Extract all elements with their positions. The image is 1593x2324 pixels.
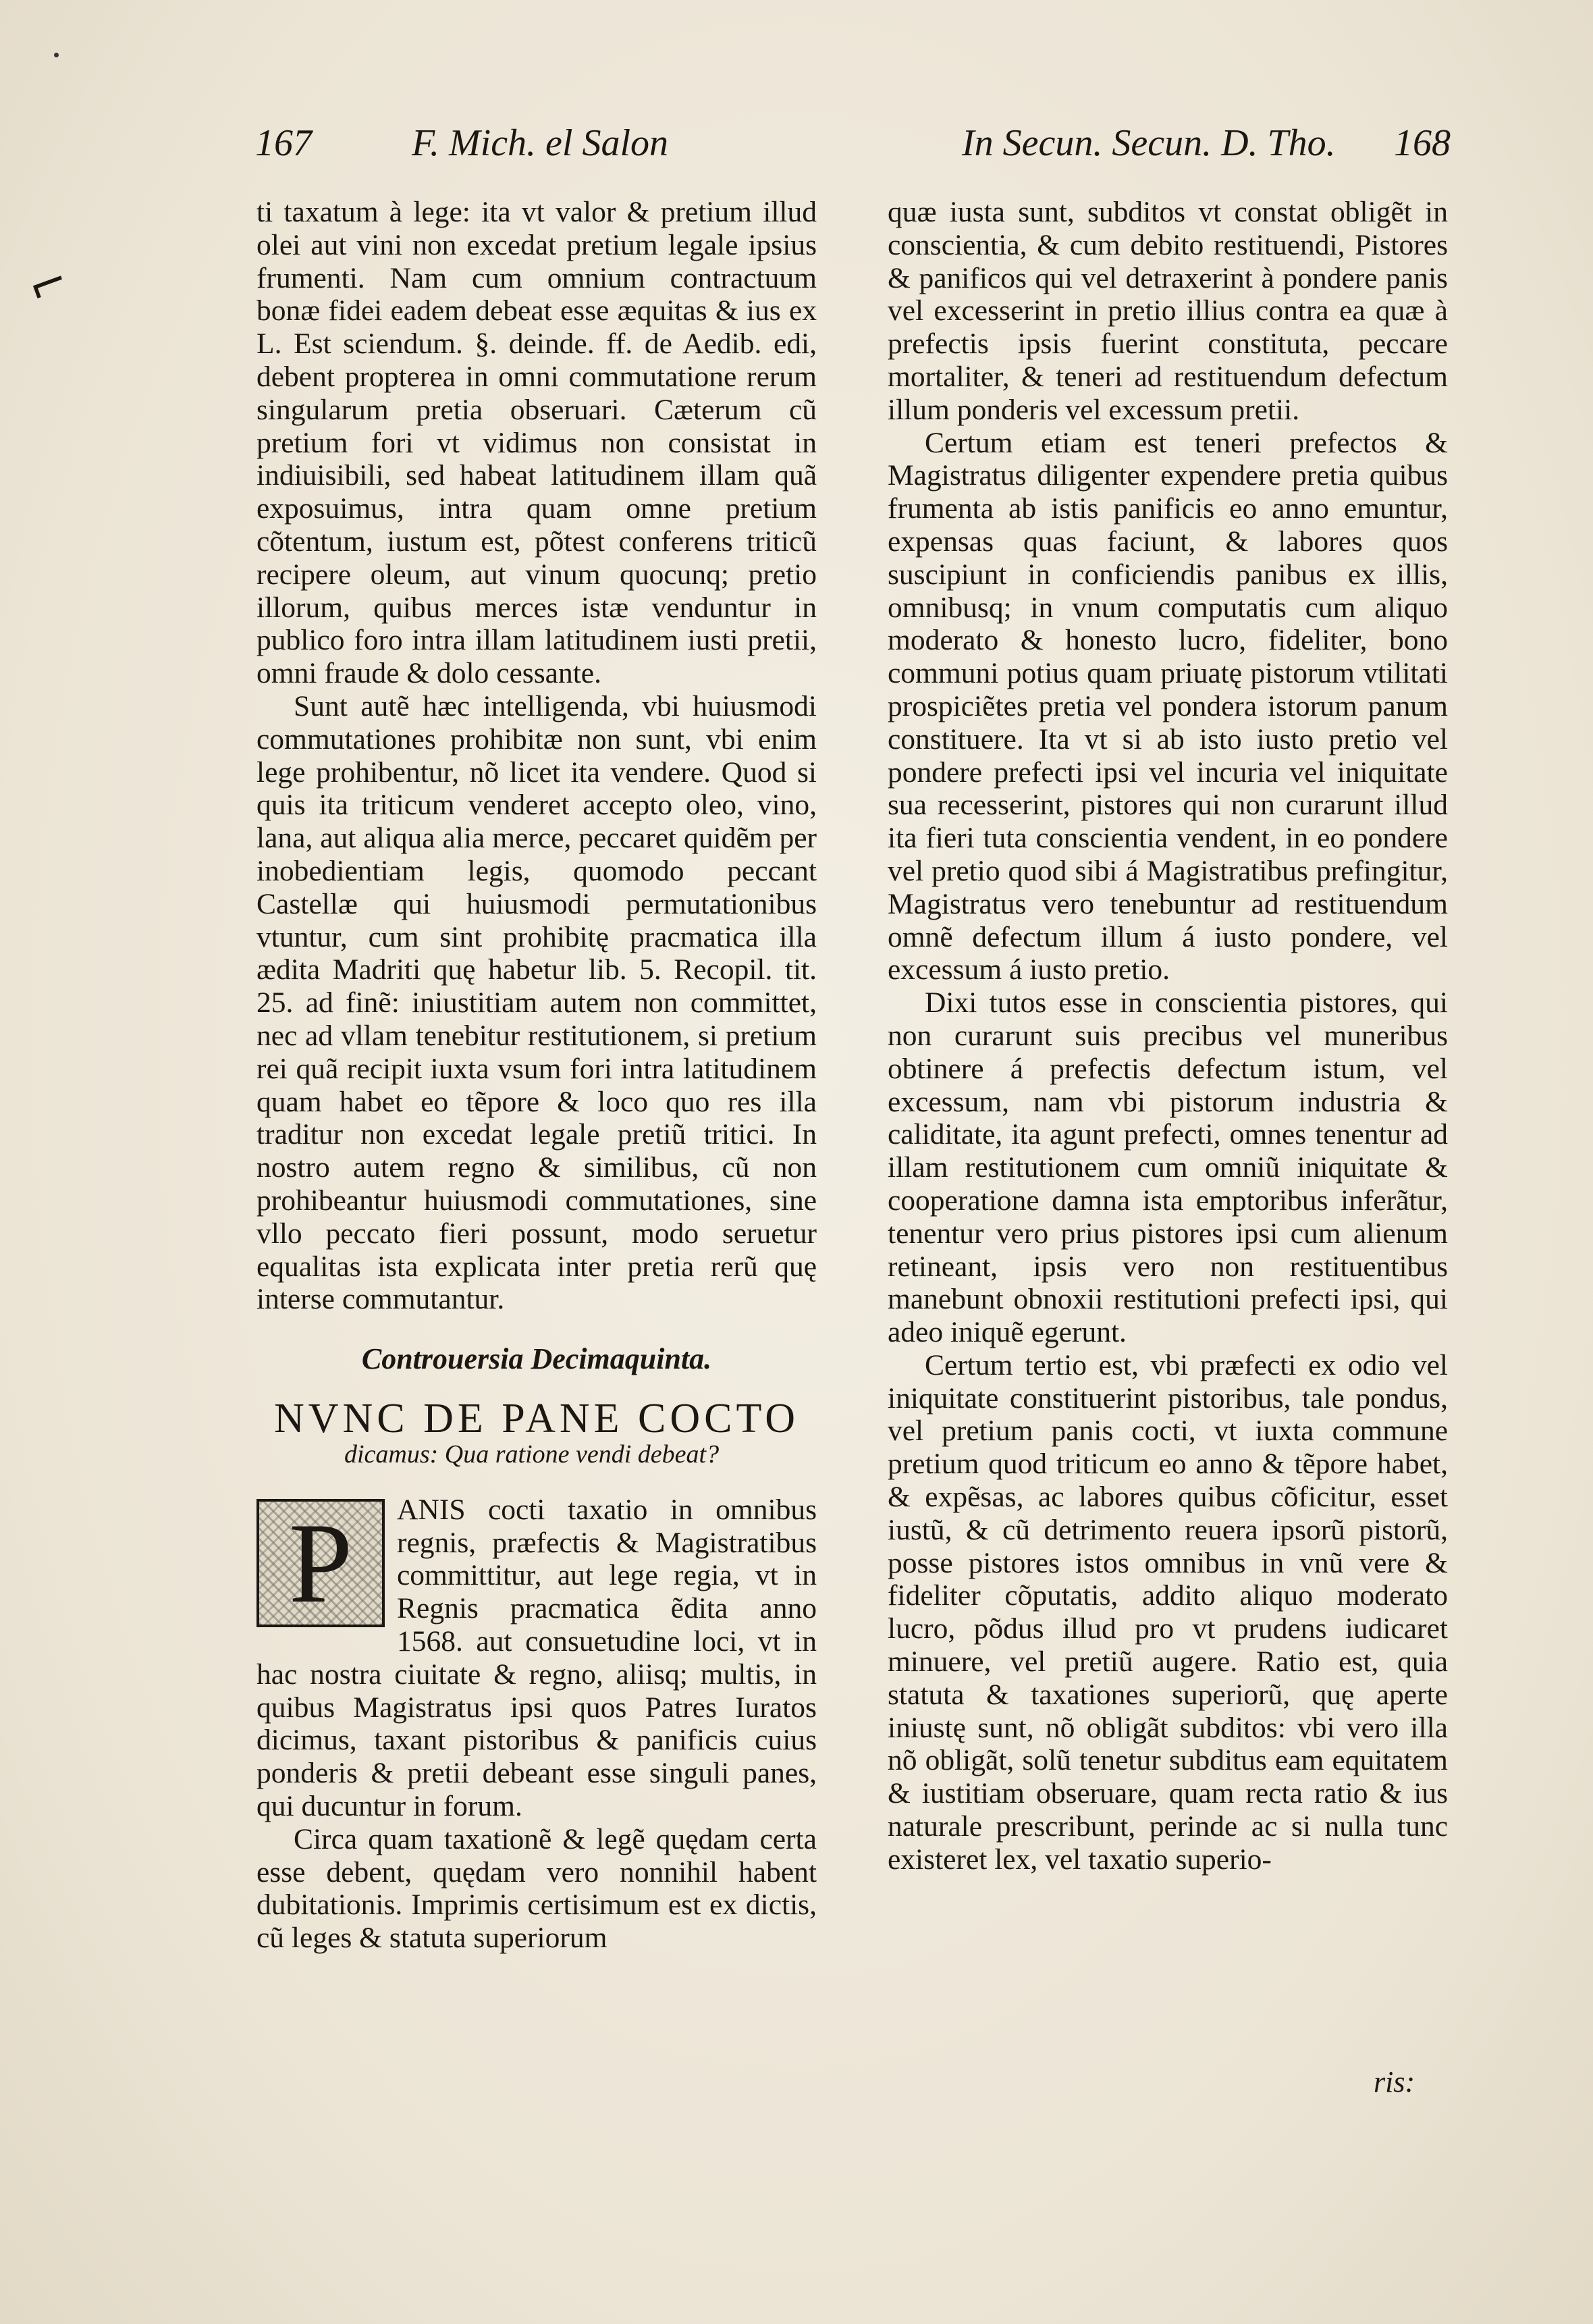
left-page-number: 167	[255, 122, 312, 164]
left-paragraph-3: ANIS cocti taxatio in omnibus regnis, præfectis & Magistratibus committitur, aut lege regia, vt in Regnis pracmatica ẽdita anno 1568. aut consuetudine loci, vt in hac nostra ciuitate & regno, aliisq; multis, in quibus Magistratus ipsi quos Patres Iuratos dicimus, taxant pistoribus & panificis cuius ponderis & pretii debeant esse singuli panes, qui ducuntur in forum.	[256, 1493, 817, 1823]
right-paragraph-1: quæ iusta sunt, subditos vt constat obligẽt in conscientia, & cum debito restituendi, Pistores & panificos qui vel detraxerint à pondere panis vel excesserint in pretio illius contra ea quæ à prefectis ipsis fuerint constituta, peccare mortaliter, & teneri ad restituendum defectum illum ponderis vel excessum pretii.	[888, 196, 1448, 426]
section-title: Controuersia Decimaquinta.	[361, 1342, 712, 1376]
right-page-number: 168	[1394, 122, 1451, 164]
right-paragraph-4: Certum tertio est, vbi præfecti ex odio vel iniquitate constituerint pistoribus, tale pondus, vel pretium panis cocti, vt iuxta commune pretium quod triticum eo anno & tẽpore habet, & expẽsas, ac labores quibus cõficitur, esset iustũ, & cũ detrimento reuera ipsorũ pistorũ, posse pistores istos omnibus in vnũ vere & fideliter cõputatis, addito aliquo moderato lucro, põdus illud pro vt prudens iudicaret minuere, vel pretiũ augere. Ratio est, quia statuta & taxationes superiorũ, quę aperte iniustę sunt, nõ obligãt subditos: vbi vero illa nõ obligãt, solũ tenetur subditus eam equitatem & iustitiam obseruare, quam recta ratio & ius naturale prescribunt, perinde ac si nulla tunc existeret lex, vel taxatio superio-	[888, 1348, 1448, 1876]
right-paragraph-2: Certum etiam est teneri prefectos & Magistratus diligenter expendere pretia quibus frumenta ab istis panificis eo anno emuntur, expensas quas faciunt, & labores quos suscipiunt in conficiendis panibus ex illis, omnibusq; in vnum computatis cum aliquo moderato & honesto lucro, fideliter, bono communi potius quam priuatę pistorum vtilitati prospiciẽtes pretia vel pondera istorum panum constituere. Ita vt si ab isto iusto pretio vel pondere prefecti ipsi vel incuria vel iniquitate sua recesserint, pistores qui non curarunt illud ita fieri tuta conscientia vendent, in eo pondere vel pretio quod sibi á Magistratibus prefingitur, Magistratus vero tenebuntur ad restituendum omnẽ defectum illum á iusto pondere, vel excessum á iusto pretio.	[888, 426, 1448, 986]
margin-mark: ⌐	[20, 251, 76, 317]
catchword: ris:	[1374, 2065, 1415, 2098]
opening-paragraph	[256, 1494, 817, 1823]
left-paragraph-4: Circa quam taxationẽ & legẽ quędam certa esse debent, quędam vero nonnihil habent dubitationis. Imprimis certisimum est ex dictis, cũ leges & statuta superiorum	[256, 1822, 817, 1955]
decorated-initial	[256, 1499, 385, 1627]
chapter-heading: NVNC DE PANE COCTO	[273, 1395, 800, 1442]
left-running-title: F. Mich. el Salon	[412, 122, 669, 164]
right-paragraph-3: Dixi tutos esse in conscientia pistores, qui non curarunt suis precibus vel muneribus obtinere á prefectis defectum istum, vel excessum, nam vbi pistorum industria & caliditate, ita agunt prefecti, omnes tenentur ad illam restitutionem cum omniũ iniquitate & cooperatione damna ista emptoribus inferãtur, tenentur vero prius pistores ipsi cum alienum retineant, ipsis vero non restituentibus manebunt obnoxii restitutioni prefecti ipsi, qui adeo iniquẽ egerunt.	[888, 986, 1448, 1349]
chapter-subheading: dicamus: Qua ratione vendi debeat?	[344, 1440, 720, 1469]
decorated-initial-letter: P	[259, 1502, 382, 1625]
right-column	[888, 196, 1448, 1876]
ink-speck	[54, 53, 59, 57]
left-column	[256, 196, 817, 1955]
left-paragraph-1: ti taxatum à lege: ita vt valor & pretium illud olei aut vini non excedat pretium legale ipsius frumenti. Nam cum omnium contractuum bonæ fidei eadem debeat esse æquitas & ius ex L. Est sciendum. §. deinde. ff. de Aedib. edi, debent propterea in omni commutatione rerum singularum pretia obseruari. Cæterum cũ pretium fori vt vidimus non consistat in indiuisibili, sed habeat latitudinem illam quã exposuimus, intra quam omne pretium cõtentum, iustum est, põtest conferens triticũ recipere oleum, aut vinum quocunq; pretio illorum, quibus merces istæ venduntur in publico foro intra illam latitudinem iusti pretii, omni fraude & dolo cessante.	[256, 196, 817, 690]
running-head	[0, 122, 1593, 182]
right-running-title: In Secun. Secun. D. Tho.	[962, 122, 1336, 164]
left-paragraph-2: Sunt autẽ hæc intelligenda, vbi huiusmodi commutationes prohibitæ non sunt, vbi enim lege prohibentur, nõ licet ita vendere. Quod si quis ita triticum venderet accepto oleo, vino, lana, aut aliqua alia merce, peccaret quidẽm per inobedientiam legis, quomodo peccant Castellæ qui huiusmodi permutationibus vtuntur, cum sint prohibitę pracmatica illa ædita Madriti quę habetur lib. 5. Recopil. tit. 25. ad finẽ: iniustitiam autem non committet, nec ad vllam tenebitur restitutionem, si pretium rei quã recipit iuxta vsum fori intra latitudinem quam habet eo tẽpore & loco quo res illa traditur non excedat legale pretiũ tritici. In nostro autem regno & similibus, cũ non prohibeantur huiusmodi commutationes, sine vllo peccato fieri possunt, modo seruetur equalitas ista explicata inter pretia rerũ quę interse commutantur.	[256, 689, 817, 1316]
